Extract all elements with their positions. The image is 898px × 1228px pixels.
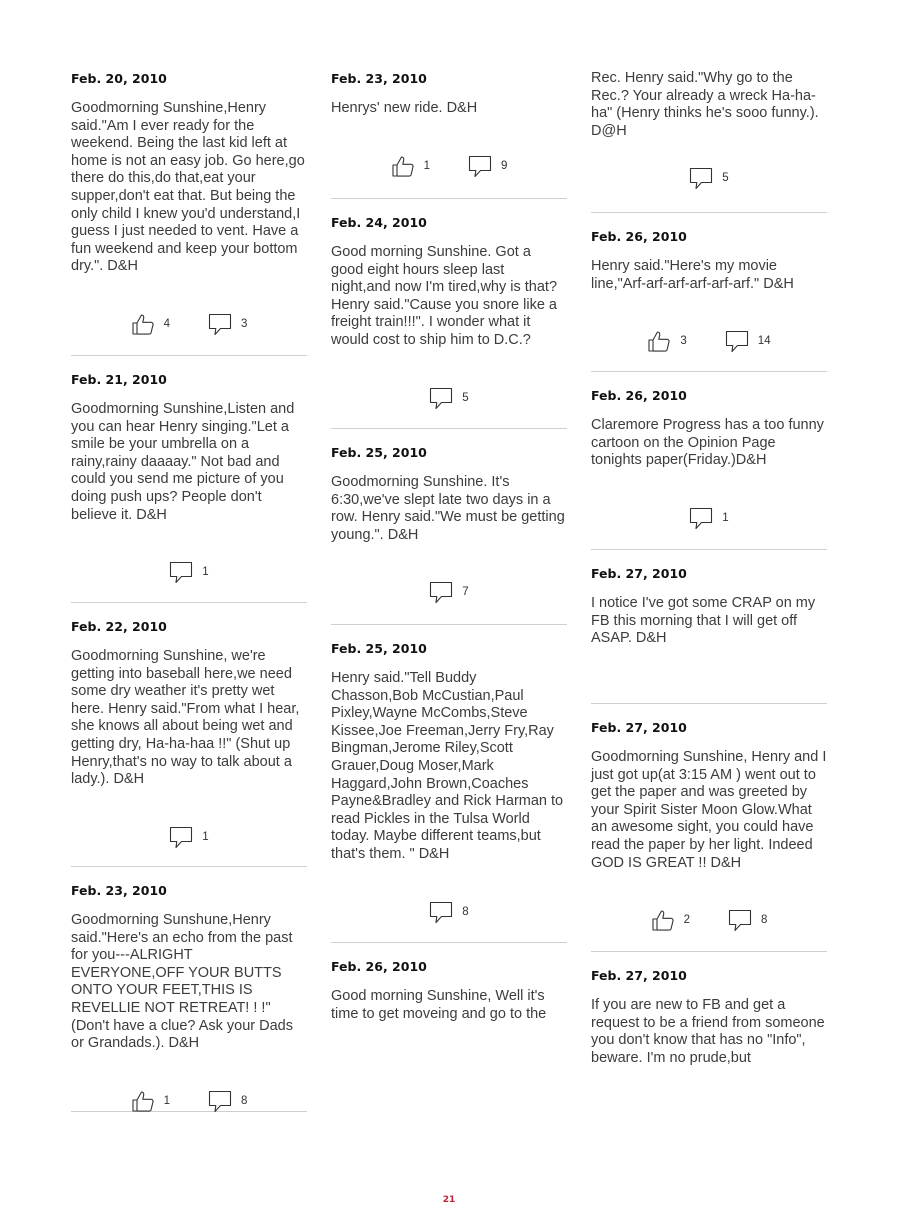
post [591,719,827,952]
like-count: 4 [163,317,170,330]
comment-count: 9 [501,159,508,172]
post-text: Goodmorning Sunshine. It's 6:30,we've slept late two days in a row. Henry said."We must be getting young.". D&H [331,474,565,543]
post-text: Goodmorning Sunshine, Henry and I just got up(at 3:15 AM ) went out to get the paper and was greeted by your Spirit Sister Moon Glow.What an awesome sight, you could have read the paper by her light. Indeed GOD IS GREAT !! D&H [591,749,827,871]
reactions [71,825,307,849]
like-count: 3 [680,335,687,348]
post-text: I notice I've got some CRAP on my FB this morning that I will get off ASAP. D&H [591,595,816,647]
thumbs-up-icon [651,908,675,932]
post [71,882,307,1112]
post-date: Feb. 26, 2010 [591,229,687,244]
comment-count: 1 [722,511,729,524]
comment-button[interactable] [429,580,468,604]
reactions [71,560,307,584]
post [331,640,567,943]
reactions [331,900,567,924]
post-text: Goodmorning Sunshine,Henry said."Am I ever ready for the weekend. Being the last kid left at home is not an easy job. Go here,go there do this,do that,eat your supper,don't eat that. But being the only child I knew you'd understand,I guess I just needed to vent. Have a fun weekend and keep your bottom dry.". D&H [71,100,305,275]
speech-bubble-icon [208,1089,232,1113]
post [591,70,827,213]
post [591,565,827,704]
speech-bubble-icon [725,329,749,353]
comment-count: 8 [761,914,768,927]
thumbs-up-icon [131,1089,155,1113]
post-text: Goodmorning Sunshune,Henry said."Here's an echo from the past for you---ALRIGHT EVERYONE,OFF YOUR BUTTS ONTO YOUR FEET,THIS IS REVELLIE NOT RETREAT! ! !" (Don't have a clue? Ask your Dads or Grandads.). D&H [71,912,293,1052]
reactions [591,329,827,353]
like-button[interactable] [391,154,430,178]
speech-bubble-icon [429,386,453,410]
like-button[interactable] [131,312,170,336]
like-count: 1 [423,159,430,172]
speech-bubble-icon [429,580,453,604]
like-button[interactable] [131,1089,170,1113]
speech-bubble-icon [728,908,752,932]
like-button[interactable] [647,329,686,353]
comment-count: 5 [462,391,469,404]
column-1 [71,70,307,1112]
post-text: Rec. Henry said."Why go to the Rec.? Your already a wreck Ha-ha-ha" (Henry thinks he's sooo funny.). D@H [591,70,819,139]
thumbs-up-icon [647,329,671,353]
post-date: Feb. 27, 2010 [591,566,687,581]
speech-bubble-icon [689,166,713,190]
post-date: Feb. 26, 2010 [331,959,427,974]
reactions [331,154,567,178]
post [591,967,827,1067]
column-3 [591,70,827,1067]
post-text: Claremore Progress has a too funny cartoon on the Opinion Page tonights paper(Friday.)D&H [591,417,824,469]
comment-button[interactable] [208,1089,247,1113]
reactions [71,312,307,336]
post-date: Feb. 22, 2010 [71,619,167,634]
post-date: Feb. 25, 2010 [331,641,427,656]
comment-button[interactable] [169,560,208,584]
like-count: 1 [163,1094,170,1107]
comment-button[interactable] [725,329,771,353]
comment-count: 8 [241,1094,248,1107]
comment-button[interactable] [468,154,507,178]
reactions [591,166,827,190]
comment-button[interactable] [429,900,468,924]
reactions [331,580,567,604]
like-button[interactable] [651,908,690,932]
post [331,70,567,199]
reactions [591,506,827,530]
post-text: Good morning Sunshine, Well it's time to get moveing and go to the [331,988,547,1022]
comment-count: 5 [722,172,729,185]
post-date: Feb. 26, 2010 [591,388,687,403]
post-date: Feb. 23, 2010 [331,71,427,86]
comment-button[interactable] [208,312,247,336]
comment-button[interactable] [429,386,468,410]
post-text: Henry said."Tell Buddy Chasson,Bob McCustian,Paul Pixley,Wayne McCombs,Steve Kissee,Joe Freeman,Jerry Fry,Ray Bingman,Jerome Riley,Scott Grauer,Doug Moser,Mark Haggard,John Brown,Coaches Payne&Bradley and Rick Harman to read Pickles in the Tulsa World today. Maybe different teams,but that's them. " D&H [331,670,564,862]
post-text: Goodmorning Sunshine, we're getting into baseball here,we need some dry weather it's pretty wet here. Henry said."From what I hear, she knows all about being wet and getting dry, Ha-ha-haa !!" (Shut up Henry,that's no way to talk about a lady.). D&H [71,648,300,788]
comment-button[interactable] [728,908,767,932]
comment-count: 7 [462,586,469,599]
speech-bubble-icon [169,825,193,849]
reactions [331,386,567,410]
comment-count: 14 [757,335,771,348]
comment-count: 1 [202,830,209,843]
post-text: Henry said."Here's my movie line,"Arf-arf-arf-arf-arf-arf." D&H [591,258,794,292]
speech-bubble-icon [429,900,453,924]
column-2 [331,70,567,1023]
post-text: If you are new to FB and get a request to be a friend from someone you don't know that has no "Info", beware. I'm no prude,but [591,997,825,1066]
post-date: Feb. 21, 2010 [71,372,167,387]
post-text: Henrys' new ride. D&H [331,100,478,116]
post [591,387,827,550]
post [331,444,567,625]
speech-bubble-icon [208,312,232,336]
post-text: Goodmorning Sunshine,Listen and you can hear Henry singing."Let a smile be your umbrella on a rainy,rainy daaaay." Not bad and could you send me picture of you doing push ups? People don't believe it. D&H [71,401,295,523]
post [331,214,567,429]
comment-count: 1 [202,566,209,579]
post [71,618,307,867]
post [71,371,307,603]
like-count: 2 [683,914,690,927]
post [331,958,567,1023]
speech-bubble-icon [468,154,492,178]
post-date: Feb. 27, 2010 [591,968,687,983]
post-date: Feb. 23, 2010 [71,883,167,898]
post [591,228,827,372]
page-number: 21 [442,1195,456,1205]
comment-button[interactable] [689,506,728,530]
post-text: Good morning Sunshine. Got a good eight hours sleep last night,and now I'm tired,why is that? Henry said."Cause you snore like a freight train!!!". I wonder what it would cost to ship him to D.C.? [331,244,558,348]
comment-count: 8 [462,905,469,918]
thumbs-up-icon [391,154,415,178]
reactions [71,1089,307,1113]
post-date: Feb. 27, 2010 [591,720,687,735]
thumbs-up-icon [131,312,155,336]
speech-bubble-icon [689,506,713,530]
post-date: Feb. 20, 2010 [71,71,167,86]
post [71,70,307,356]
speech-bubble-icon [169,560,193,584]
reactions [591,908,827,932]
post-date: Feb. 24, 2010 [331,215,427,230]
comment-button[interactable] [689,166,728,190]
comment-button[interactable] [169,825,208,849]
post-date: Feb. 25, 2010 [331,445,427,460]
comment-count: 3 [241,317,248,330]
